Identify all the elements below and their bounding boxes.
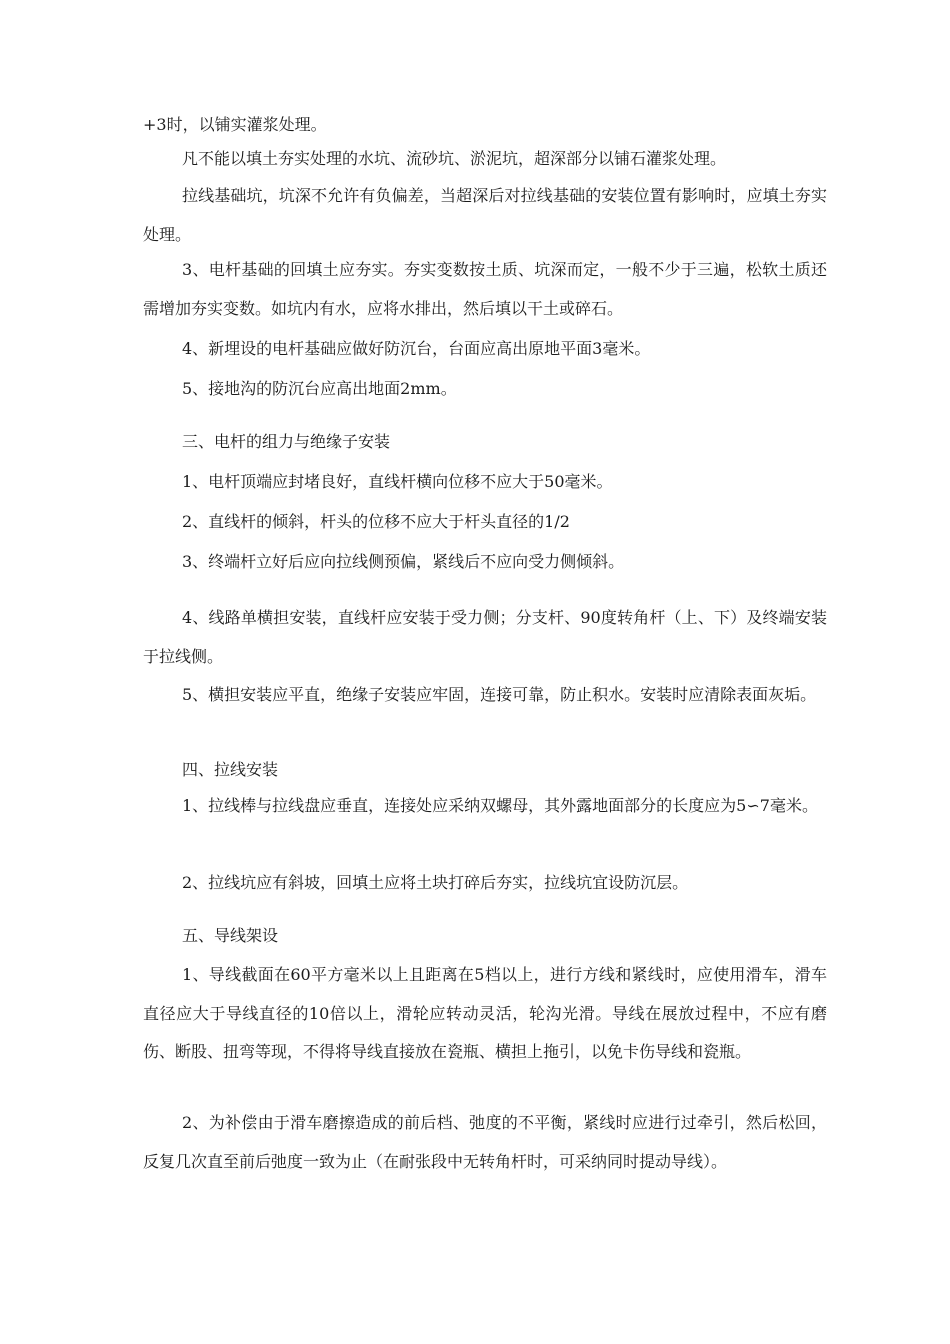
paragraph-backfill: 3、电杆基础的回填土应夯实。夯实变数按土质、坑深而定，一般不少于三遍，松软土质还需增加夯实变数。如坑内有水，应将水排出，然后填以干土或碎石。 <box>143 260 827 318</box>
paragraph-terminal-pole: 3、终端杆立好后应向拉线侧预偏，紧线后不应向受力侧倾斜。 <box>182 552 625 571</box>
paragraph-pole-top: 1、电杆顶端应封堵良好，直线杆横向位移不应大于50毫米。 <box>182 472 613 491</box>
paragraph-guy-rod: 1、拉线棒与拉线盘应垂直，连接处应采纳双螺母，其外露地面部分的长度应为5∽7毫米。 <box>182 796 818 815</box>
section-heading-pole-assembly: 三、电杆的组力与绝缘子安装 <box>182 432 391 451</box>
paragraph-ground-trench: 5、接地沟的防沉台应高出地面2mm。 <box>182 379 457 398</box>
paragraph-guy-foundation: 拉线基础坑，坑深不允许有负偏差，当超深后对拉线基础的安装位置有影响时，应填土夯实处理。 <box>143 186 827 244</box>
paragraph-pulley: 1、导线截面在60平方毫米以上且距离在5档以上，进行方线和紧线时，应使用滑车，滑车直径应大于导线直径的10倍以上，滑轮应转动灵活，轮沟光滑。导线在展放过程中，不应有磨伤、断股、扭弯等现，不得将导线直接放在瓷瓶、横担上拖引，以免卡伤导线和瓷瓶。 <box>143 965 827 1061</box>
paragraph-guy-pit: 2、拉线坑应有斜坡，回填土应将土块打碎后夯实，拉线坑宜设防沉层。 <box>182 873 689 892</box>
paragraph-continuation: +3时，以铺实灌浆处理。 <box>143 115 327 134</box>
paragraph-crossarm-level: 5、横担安装应平直，绝缘子安装应牢固，连接可靠，防止积水。安装时应清除表面灰垢。 <box>182 685 817 704</box>
paragraph-sag-compensation: 2、为补偿由于滑车磨擦造成的前后档、弛度的不平衡，紧线时应进行过牵引，然后松回，反复几次直至前后弛度一致为止（在耐张段中无转角杆时，可采纳同时提动导线）。 <box>143 1113 827 1171</box>
paragraph-pole-tilt: 2、直线杆的倾斜，杆头的位移不应大于杆头直径的1/2 <box>182 512 570 531</box>
section-heading-conductor: 五、导线架设 <box>182 926 279 945</box>
paragraph-anti-settle-platform: 4、新埋设的电杆基础应做好防沉台，台面应高出原地平面3毫米。 <box>182 339 651 358</box>
paragraph-crossarm-side: 4、线路单横担安装，直线杆应安装于受力侧；分支杆、90度转角杆（上、下）及终端安装于拉线侧。 <box>143 608 827 666</box>
section-heading-guy-wire: 四、拉线安装 <box>182 760 279 779</box>
paragraph-water-pit: 凡不能以填土夯实处理的水坑、流砂坑、淤泥坑，超深部分以铺石灌浆处理。 <box>182 149 727 168</box>
